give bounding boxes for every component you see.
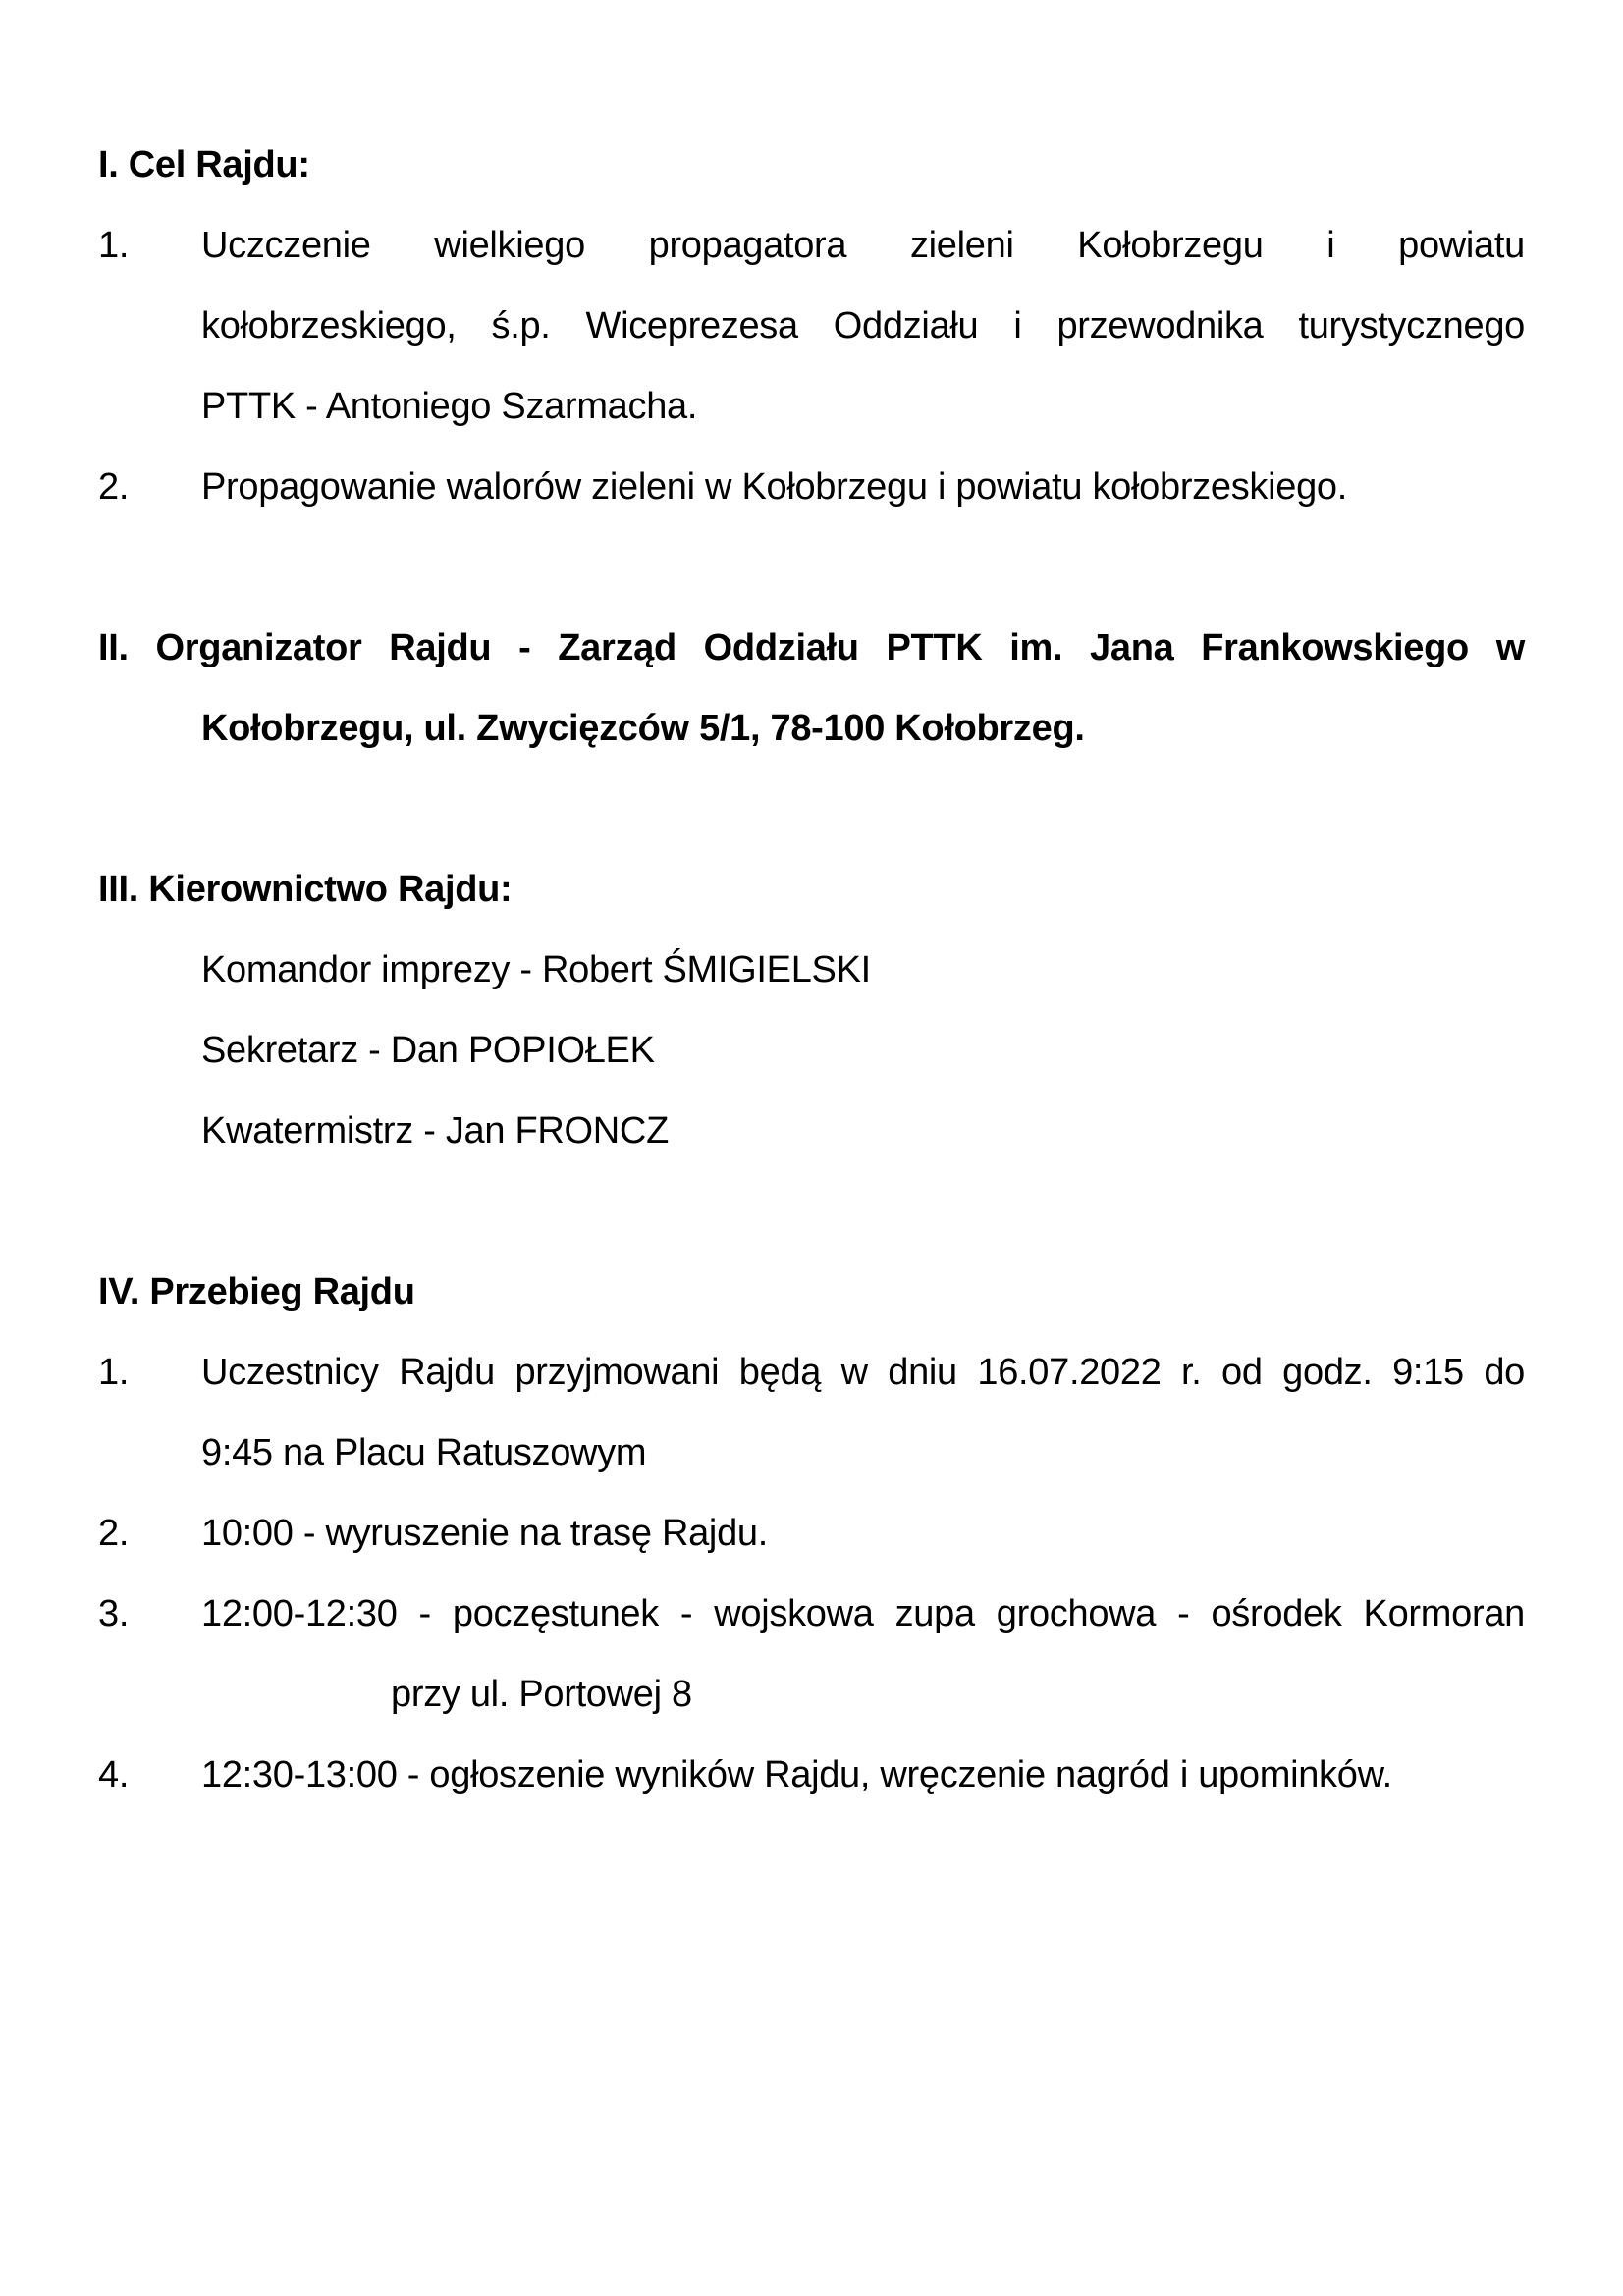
item-number: 2. [98,1513,130,1554]
text-line: Uczczenie wielkiego propagatora zieleni Kołobrzegu i powiatu [201,225,1525,266]
text-line: kołobrzeskiego, ś.p. Wiceprezesa Oddziału i przewodnika turystycznego [201,305,1525,347]
section-iv [98,1252,1525,1815]
section-heading: IV. Przebieg Rajdu [98,1271,415,1312]
text-line: 12:30-13:00 - ogłoszenie wyników Rajdu, wręczenie nagród i upominków. [201,1754,1392,1795]
blank-line [98,1171,1525,1252]
blank-line [98,769,1525,849]
item-number: 1. [98,1352,130,1393]
list-item [98,1735,1525,1815]
section-iii [98,849,1525,1171]
list-item [98,1493,1525,1574]
text-line: przy ul. Portowej 8 [391,1674,692,1715]
item-number: 1. [98,225,130,266]
section-heading: I. Cel Rajdu: [98,144,310,186]
text-line: Propagowanie walorów zieleni w Kołobrzegu i powiatu kołobrzeskiego. [201,466,1348,507]
list-item [98,1332,1525,1493]
text-line: 12:00-12:30 - poczęstunek - wojskowa zupa grochowa - ośrodek Kormoran [201,1593,1525,1634]
section-heading-line: Kołobrzegu, ul. Zwycięzców 5/1, 78-100 Kołobrzeg. [201,708,1085,749]
text-line: 10:00 - wyruszenie na trasę Rajdu. [201,1513,769,1554]
list-item [98,1574,1525,1735]
text-line: Kwatermistrz - Jan FRONCZ [201,1110,669,1151]
text-line: Uczestnicy Rajdu przyjmowani będą w dniu 16.07.2022 r. od godz. 9:15 do [201,1352,1525,1393]
item-number: 2. [98,466,130,507]
section-ii [98,608,1525,769]
text-line: Komandor imprezy - Robert ŚMIGIELSKI [201,949,871,990]
blank-line [98,527,1525,608]
item-number: 4. [98,1754,130,1795]
text-line: PTTK - Antoniego Szarmacha. [201,386,698,427]
list-item [98,447,1525,527]
section-heading-line: II. Organizator Rajdu - Zarząd Oddziału PTTK im. Jana Frankowskiego w [98,627,1525,668]
text-line: Sekretarz - Dan POPIOŁEK [201,1030,655,1071]
document-content [98,125,1525,1815]
section-heading: III. Kierownictwo Rajdu: [98,869,513,910]
text-line: 9:45 na Placu Ratuszowym [201,1432,647,1473]
item-number: 3. [98,1593,130,1634]
list-item [98,205,1525,447]
section-i [98,125,1525,527]
